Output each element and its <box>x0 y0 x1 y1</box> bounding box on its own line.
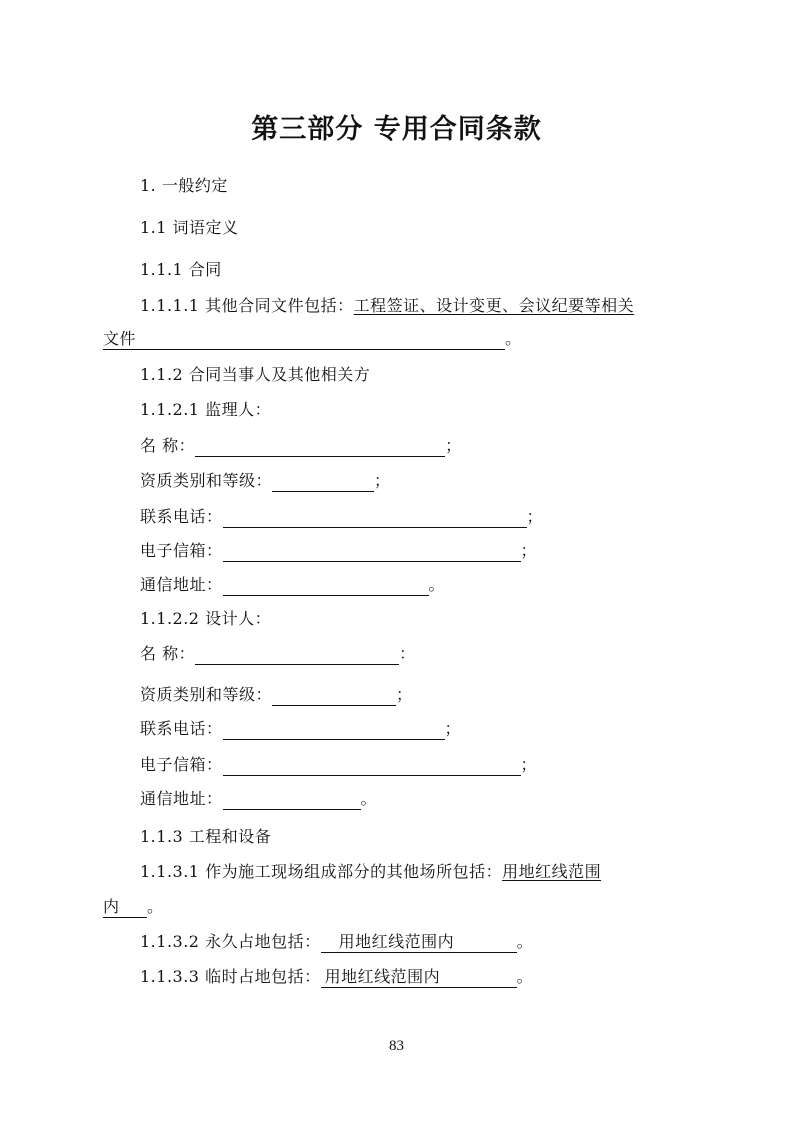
designer-phone-blank[interactable] <box>223 721 445 740</box>
field-label: 通信地址： <box>140 789 223 808</box>
supervisor-phone-blank[interactable] <box>223 509 527 528</box>
field-label: 电子信箱： <box>140 755 223 774</box>
field-label: 名 称： <box>140 436 196 455</box>
field-label: 通信地址： <box>140 575 223 594</box>
clause-value: 工程签证、设计变更、会议纪要等相关 <box>353 296 635 315</box>
field-end: ； <box>396 685 413 704</box>
designer-email-blank[interactable] <box>223 757 521 776</box>
field-end: 。 <box>428 575 446 594</box>
field-end: ； <box>520 541 538 560</box>
section-heading: 1.1 词语定义 <box>140 218 239 237</box>
field-end: ； <box>520 755 538 774</box>
supervisor-email-blank[interactable] <box>223 543 521 562</box>
field-label: 资质类别和等级： <box>140 685 273 704</box>
supervisor-qualification-blank[interactable] <box>272 473 374 492</box>
field-label: 联系电话： <box>140 507 223 526</box>
designer-qualification-row <box>140 684 413 706</box>
clause-continuation <box>103 896 164 918</box>
designer-phone-row <box>140 718 461 740</box>
field-label: 电子信箱： <box>140 541 223 560</box>
clause-other-contract-docs <box>140 295 634 317</box>
field-end: ； <box>445 436 462 455</box>
supervisor-email-row <box>140 540 537 562</box>
clause-end: 。 <box>147 897 164 916</box>
supervisor-qualification-row <box>140 470 391 492</box>
field-end: 。 <box>360 789 378 808</box>
field-end: ； <box>526 507 544 526</box>
section-heading: 1.1.3 工程和设备 <box>140 827 272 846</box>
section-heading: 1. 一般约定 <box>140 176 228 195</box>
field-end: ； <box>444 719 462 738</box>
supervisor-address-row <box>140 574 445 596</box>
designer-name-blank[interactable] <box>195 646 399 665</box>
designer-address-row <box>140 788 377 810</box>
designer-name-row <box>140 643 416 665</box>
subsection-supervisor: 1.1.2.1 监理人： <box>140 400 272 419</box>
page-number: 83 <box>389 1038 404 1054</box>
supervisor-phone-row <box>140 506 543 528</box>
clause-value: 用地红线范围内 <box>321 967 517 988</box>
clause-end: 。 <box>516 967 534 986</box>
designer-address-blank[interactable] <box>223 791 361 810</box>
field-label: 资质类别和等级： <box>140 471 273 490</box>
clause-end: 。 <box>516 932 534 951</box>
supervisor-name-blank[interactable] <box>195 438 445 457</box>
clause-temporary-land <box>140 966 533 988</box>
clause-value: 用地红线范围内 <box>321 932 517 953</box>
supervisor-address-blank[interactable] <box>223 577 429 596</box>
field-end: ： <box>399 644 416 663</box>
clause-permanent-land <box>140 931 533 953</box>
designer-email-row <box>140 754 537 776</box>
section-heading: 1.1.2 合同当事人及其他相关方 <box>140 365 371 384</box>
clause-value-continued: 内 <box>103 897 147 918</box>
field-end: ； <box>374 471 391 490</box>
clause-label: 1.1.3.1 作为施工现场组成部分的其他场所包括： <box>140 862 503 881</box>
clause-label: 1.1.1.1 其他合同文件包括： <box>140 296 354 315</box>
clause-label: 1.1.3.3 临时占地包括： <box>140 967 321 986</box>
subsection-designer: 1.1.2.2 设计人： <box>140 609 272 628</box>
page-title: 第三部分 专用合同条款 <box>251 114 542 145</box>
field-label: 名 称： <box>140 644 196 663</box>
clause-site-other-places <box>140 861 601 883</box>
field-label: 联系电话： <box>140 719 223 738</box>
supervisor-name-row <box>140 435 462 457</box>
clause-label: 1.1.3.2 永久占地包括： <box>140 932 321 951</box>
clause-value-continued: 文件 <box>103 329 505 350</box>
designer-qualification-blank[interactable] <box>272 687 396 706</box>
section-heading: 1.1.1 合同 <box>140 260 222 279</box>
clause-value: 用地红线范围 <box>502 862 602 881</box>
clause-continuation <box>103 328 522 350</box>
clause-end: 。 <box>505 329 522 348</box>
